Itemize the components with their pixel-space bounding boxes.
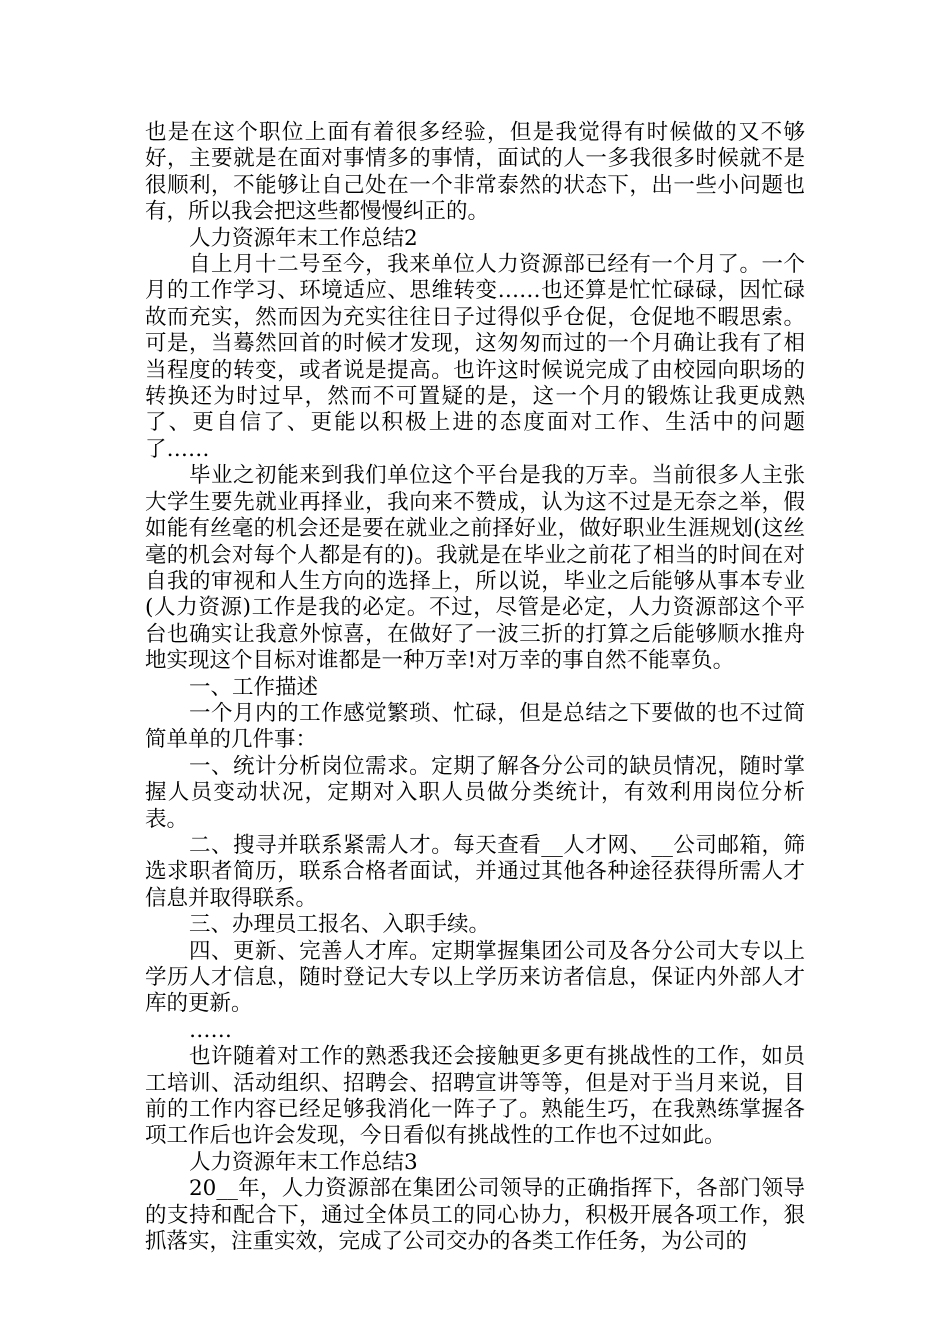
subheading-work-description: 一、工作描述 [189, 674, 319, 700]
list-item-3: 三、办理员工报名、入职手续。 [189, 912, 491, 938]
paragraph-5: 也许随着对工作的熟悉我还会接触更多更有挑战性的工作，如员工培训、活动组织、招聘会、招聘宣讲等等，但是对于当月来说，目前的工作内容已经足够我消化一阵子了。熟能生巧，在我熟练掌握各项工作后也许会发现，今日看似有挑战性的工作也不过如此。 [145, 1044, 805, 1149]
paragraph-2: 自上月十二号至今，我来单位人力资源部已经有一个月了。一个月的工作学习、环境适应、思维转变……也还算是忙忙碌碌，因忙碌故而充实，然而因为充实往往日子过得似乎仓促，仓促地不暇思索。可是，当蓦然回首的时候才发现，这匆匆而过的一个月确让我有了相当程度的转变，或者说是提高。也许这时候说完成了由校园向职场的转换还为时过早，然而不可置疑的是，这一个月的锻炼让我更成熟了、更自信了、更能以积极上进的态度面对工作、生活中的问题了…… [145, 252, 805, 462]
document-page [145, 120, 805, 1255]
ellipsis-line: …… [189, 1017, 232, 1043]
paragraph-1: 也是在这个职位上面有着很多经验，但是我觉得有时候做的又不够好，主要就是在面对事情多的事情，面试的人一多我很多时候就不是很顺利，不能够让自己处在一个非常泰然的状态下，出一些小问题也有，所以我会把这些都慢慢纠正的。 [145, 120, 805, 225]
paragraph-3: 毕业之初能来到我们单位这个平台是我的万幸。当前很多人主张大学生要先就业再择业，我向来不赞成，认为这不过是无奈之举，假如能有丝毫的机会还是要在就业之前择好业，做好职业生涯规划(这丝毫的机会对每个人都是有的)。我就是在毕业之前花了相当的时间在对自我的审视和人生方向的选择上，所以说，毕业之后能够从事本专业(人力资源)工作是我的必定。不过，尽管是必定，人力资源部这个平台也确实让我意外惊喜，在做好了一波三折的打算之后能够顺水推舟地实现这个目标对谁都是一种万幸!对万幸的事自然不能辜负。 [145, 463, 805, 674]
list-item-4: 四、更新、完善人才库。定期掌握集团公司及各分公司大专以上学历人才信息，随时登记大专以上学历来访者信息，保证内外部人才库的更新。 [145, 938, 805, 1017]
section-heading-3: 人力资源年末工作总结3 [189, 1149, 418, 1175]
section-heading-2: 人力资源年末工作总结2 [189, 225, 418, 251]
list-item-1: 一、统计分析岗位需求。定期了解各分公司的缺员情况，随时掌握人员变动状况，定期对入职人员做分类统计，有效利用岗位分析表。 [145, 753, 805, 832]
paragraph-6: 20__年，人力资源部在集团公司领导的正确指挥下，各部门领导的支持和配合下，通过全体员工的同心协力，积极开展各项工作，狠抓落实，注重实效，完成了公司交办的各类工作任务，为公司的 [145, 1176, 805, 1255]
list-item-2: 二、搜寻并联系紧需人才。每天查看__人才网、__公司邮箱，筛选求职者简历，联系合格者面试，并通过其他各种途径获得所需人才信息并取得联系。 [145, 832, 805, 911]
paragraph-4: 一个月内的工作感觉繁琐、忙碌，但是总结之下要做的也不过简简单单的几件事： [145, 700, 805, 753]
